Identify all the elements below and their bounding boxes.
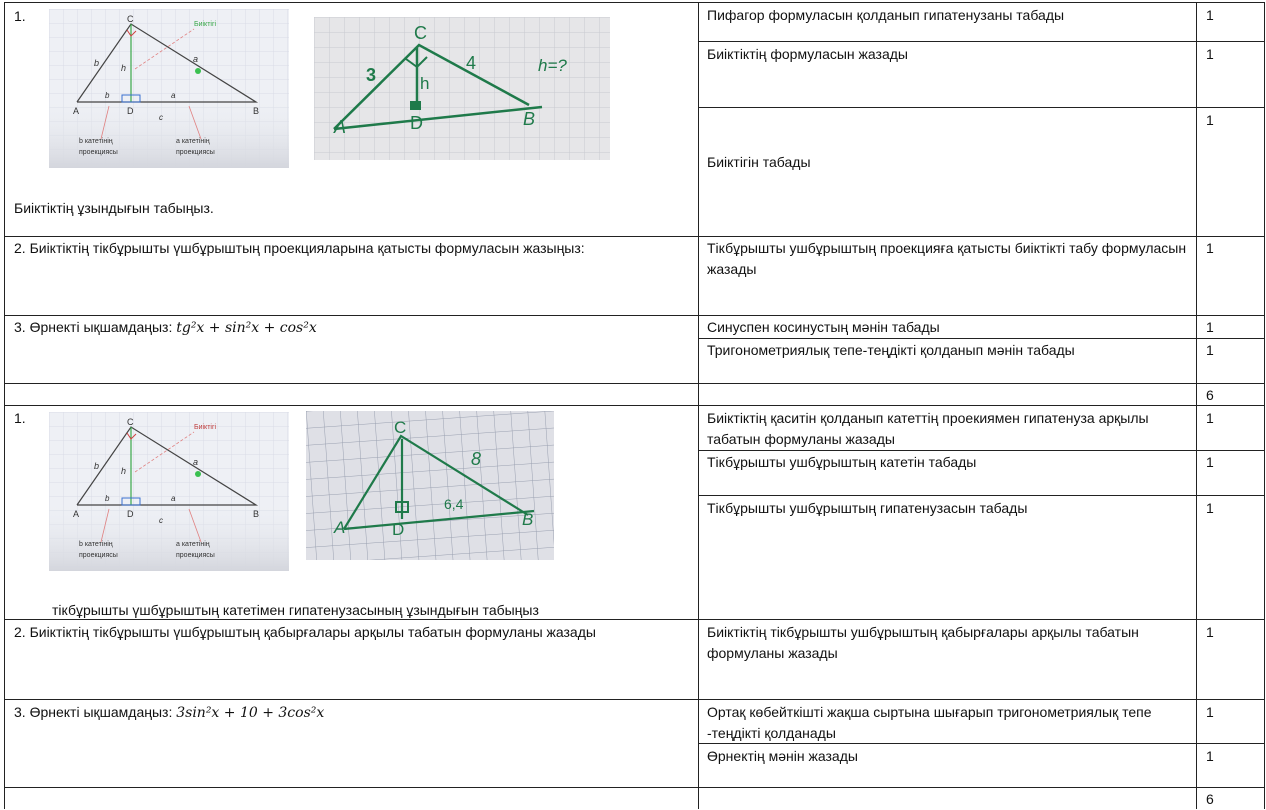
svg-text:b катетінің: b катетінің: [79, 138, 113, 145]
svg-text:a: a: [171, 494, 176, 503]
criterion-text: Тікбұрышты ушбұрыштың гипатенузасын табады: [707, 500, 1028, 516]
criterion-score: 1: [1206, 748, 1214, 764]
svg-text:D: D: [127, 509, 134, 519]
svg-text:a: a: [193, 457, 199, 467]
criterion-text: Синуспен косинустың мәнін табады: [707, 319, 940, 335]
svg-text:a катетінің: a катетінің: [176, 138, 210, 145]
svg-text:B: B: [522, 510, 534, 529]
criterion-score: 1: [1206, 7, 1214, 23]
svg-text:b: b: [105, 91, 110, 100]
svg-text:D: D: [410, 113, 423, 133]
criterion-score: 1: [1206, 240, 1214, 256]
svg-text:c: c: [159, 113, 163, 122]
svg-text:B: B: [523, 109, 536, 129]
svg-text:b катетінің: b катетінің: [79, 541, 113, 548]
triangle-diagram-image: [49, 9, 289, 168]
criterion-score: 1: [1206, 454, 1214, 470]
criterion-score: 1: [1206, 46, 1214, 62]
svg-text:h: h: [420, 74, 430, 93]
grid-line: [4, 405, 1265, 406]
svg-text:h: h: [121, 466, 127, 476]
criterion-score: 1: [1206, 112, 1214, 128]
svg-text:c: c: [159, 516, 163, 525]
svg-text:b: b: [94, 461, 100, 471]
svg-text:b: b: [105, 494, 110, 503]
grid-line: [698, 338, 1265, 339]
criterion-score: 1: [1206, 704, 1214, 720]
svg-text:h: h: [121, 63, 127, 73]
svg-text:проекциясы: проекциясы: [176, 149, 215, 156]
svg-text:8: 8: [471, 449, 482, 469]
criterion-text: Пифагор формуласын қолданып гипатенузаны табады: [707, 7, 1065, 23]
svg-text:Биіктігі: Биіктігі: [194, 424, 217, 431]
criterion-text: Биіктіктің қаситін қолданып катеттің проекиямен гипатенуза арқылы табатын формуланы жазады: [707, 410, 1149, 447]
task-text: Биіктіктің ұзындығын табыңыз.: [14, 200, 214, 216]
svg-text:a: a: [193, 54, 199, 64]
task-number: 1.: [14, 8, 26, 24]
criterion-text: Биіктіктің тікбұрышты ушбұрыштың қабырғалары арқылы табатын формуланы жазады: [707, 624, 1139, 661]
svg-text:A: A: [73, 106, 80, 116]
triangle-diagram-image: [49, 412, 289, 571]
task-text: 2. Биіктіктің тікбұрышты үшбұрыштың қабырғалары арқылы табатын формуланы жазады: [14, 624, 596, 640]
grid-line: [698, 107, 1265, 108]
task-text: 3. Өрнекті ықшамдаңыз: tg²x + sin²x + cos²x: [14, 319, 317, 336]
svg-text:a катетінің: a катетінің: [176, 541, 210, 548]
svg-text:D: D: [127, 106, 134, 116]
formula: 3sin²x + 10 + 3cos²x: [176, 705, 325, 721]
criterion-text: Тікбұрышты ушбұрыштың проекцияға қатысты биіктікті табу формуласын жазады: [707, 240, 1187, 277]
task-text: 2. Биіктіктің тікбұрышты үшбұрыштың проекцияларына қатысты формуласын жазыңыз:: [14, 240, 585, 256]
grid-line: [4, 699, 1265, 700]
svg-text:проекциясы: проекциясы: [79, 552, 118, 559]
criterion-score: 1: [1206, 500, 1214, 516]
svg-text:h=?: h=?: [538, 56, 567, 75]
svg-text:B: B: [253, 509, 260, 519]
svg-text:A: A: [334, 117, 347, 137]
task-number: 1.: [14, 410, 26, 426]
svg-text:Биіктігі: Биіктігі: [194, 21, 217, 28]
svg-text:6,4: 6,4: [444, 496, 464, 512]
formula: tg²x + sin²x + cos²x: [176, 320, 317, 336]
grid-line: [4, 315, 1265, 316]
criterion-score: 1: [1206, 410, 1214, 426]
criterion-score: 1: [1206, 319, 1214, 335]
svg-text:A: A: [334, 518, 346, 537]
svg-text:4: 4: [466, 53, 477, 73]
grid-line: [4, 787, 1265, 788]
criterion-text: Биіктігін табады: [707, 154, 811, 170]
criterion-text: Өрнектің мәнін жазады: [707, 748, 858, 764]
svg-text:b: b: [94, 58, 100, 68]
svg-text:проекциясы: проекциясы: [79, 149, 118, 156]
handwritten-triangle-photo: [314, 17, 610, 160]
handwritten-triangle-photo: [306, 411, 554, 560]
criterion-text: Тригонометриялық тепе-теңдікті қолданып мәнін табады: [707, 342, 1075, 358]
criterion-text: Биіктіктің формуласын жазады: [707, 46, 908, 62]
grid-line: [698, 41, 1265, 42]
task-text: тікбұрышты үшбұрыштың катетімен гипатенузасының ұзындығын табыңыз: [52, 602, 539, 618]
total-score: 6: [1206, 791, 1214, 807]
grid-line: [698, 450, 1265, 451]
task-text: 3. Өрнекті ықшамдаңыз: 3sin²x + 10 + 3cos²x: [14, 704, 325, 721]
criterion-score: 1: [1206, 624, 1214, 640]
grid-line: [4, 383, 1265, 384]
total-score: 6: [1206, 387, 1214, 403]
grid-line: [4, 2, 1265, 3]
svg-text:A: A: [73, 509, 80, 519]
svg-text:3: 3: [366, 65, 377, 85]
svg-text:C: C: [394, 418, 407, 437]
criterion-text: Тікбұрышты ушбұрыштың катетін табады: [707, 454, 977, 470]
criterion-score: 1: [1206, 342, 1214, 358]
criterion-text: Ортақ көбейткішті жақша сыртына шығарып тригонометриялық тепе -теңдікті қолданады: [707, 704, 1152, 741]
svg-text:проекциясы: проекциясы: [176, 552, 215, 559]
svg-text:a: a: [171, 91, 176, 100]
svg-text:B: B: [253, 106, 260, 116]
svg-text:C: C: [127, 417, 134, 427]
label-c: C: [127, 14, 134, 24]
svg-text:C: C: [414, 23, 427, 43]
svg-text:D: D: [392, 520, 405, 539]
grid-line: [4, 236, 1265, 237]
grid-line: [698, 495, 1265, 496]
